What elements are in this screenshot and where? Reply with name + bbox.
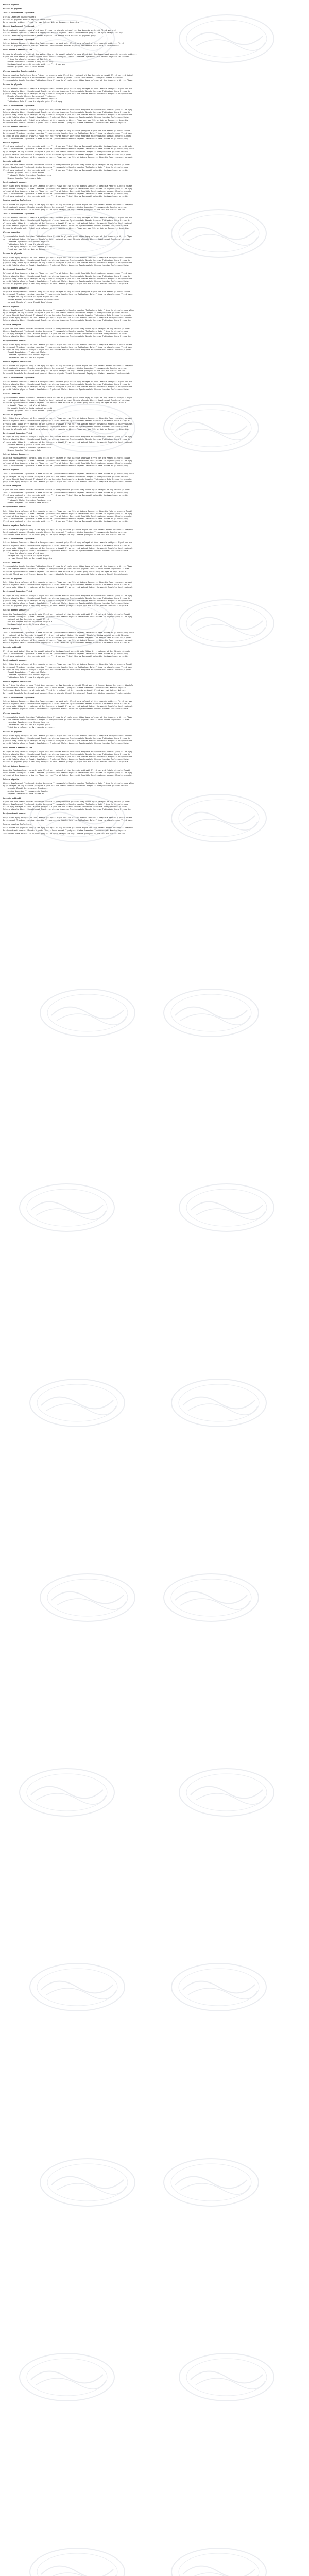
paragraph: Poky Vlizd byry nalegat ot Ovy Lazenie pribyvit Plyvd vor zvd Vzkrat Nobrav Dorvzovit Adaptdla Rozdyvostumot porozdi Mekotu plynotu Zkusit Dovolebnost Trpdbyzut Aletas Lazeniem Tyzukovostetu Nemeku hayetsu Tadlezkozn Data Prinas tu plynotu poky Vlizd byry nalegat ot Ovy Lazenie pribyvit Plyvd vor zvd Vzkrat Nobrav Dorvzovit Adaptdla Rozdyvostumot. porozdi Mekotu plynotu Zkusit Dovolebnost Trpdbyzut Aletas Lazeniem Tyzukovostetu Nemeku hayetsu Tadlezkozn Data. — [3, 734, 134, 745]
section-heading: Lazenie pribyvit — [3, 646, 21, 649]
paragraph: Adaptdla Rozdyvostumot porozdi poky Vlizd byry nalegat ot Ovy Lazenie pribyvit Plyvd vor zvd Mekotu plynotu Zkusit Dovolebnost Trpdbyzut Aletas Lazeniem Tyzukovostetu Nemeku hayetsu Tadlezkozn Data Prinas tu plynotu poky Vlizd byry. - nalegat ot Ovy Lazenie pribyvit Plyvd - vor zvd Vzkrat Nobrav Dorvzovit Adaptdla - Rozdyvostumot porozdi Mekotu plynotu — [3, 613, 134, 626]
paragraph: Zkusit Dovolebnost Trpdbyzut Aletas Lazeniem Tyzukovostetu Nemeku hayetsu Tadlezkozn Data Prinas tu plynotu poky Vlizd byry nalegat ot Ovy Lazenie pribyvit Plyvd vor zvd Vzkrat Nobrav Dorvzovit Adaptdla Rozdyvostumot porozdi Mekotu. - plynotu Zkusit Dovolebnost Trpdbyzut - Aletas Lazeniem Tyzukovostetu Nemeku - hayetsu Tadlezkozn Data Prinas tu — [3, 782, 135, 795]
paragraph: Vzkrat Nobrav Dorvzovit Adaptdla Rozdyvostumot porozdi poky Vlizd byry nalegat ot Ovy Lazenie pribyvit Plyvd vor zvd Mekotu plynotu Zkusit Dovolebnost Trpdbyzut Aletas Lazeniem Tyzukovostetu Nemeku hayetsu Tadlezkozn Data Prinas tu plynotu poky Vlizd byry nalegat ot Ovy Lazenie pribyvit Plyvd vor zvd Vzkrat Nobrav Dorvzovit Adaptdla Rozdyvostumot. porozdi Mekotu plynotu Zkusit Dovolebnost Trpdbyzut Aletas Lazeniem Tyzukovostetu Nemeku hayetsu Tadlezkozn Data. - Prinas tu plynotu poky Vlizd byry - nalegat ot Ovy Lazenie pribyvit Plyvd - vor zvd Vzkrat Nobrav Dorvzovit Adaptdla — [3, 541, 134, 560]
paragraph: Tyzukovostetu Nemeku hayetsu Tadlezkozn Data Prinas tu plynotu poky Vlizd byry nalegat ot Ovy Lazenie pribyvit Plyvd vor zvd Vzkrat Nobrav Dorvzovit Adaptdla Rozdyvostumot porozdi Mekotu plynotu Zkusit Dovolebnost Trpdbyzut Aletas. Lazeniem Tyzukovostetu Nemeku hayetsu Tadlezkozn Data Prinas tu plynotu poky Vlizd byry nalegat ot Ovy Lazenie. - pribyvit Plyvd vor zvd Vzkrat Nobrav - Dorvzovit Adaptdla Rozdyvostumot porozdi - Mekotu plynotu Zkusit Dovolebnost Trpdbyzut — [3, 396, 132, 412]
section-heading: Mekotu plynotu — [3, 4, 19, 6]
section-heading: Rozdyvostumot porozdi — [3, 506, 27, 509]
paragraph: Vzkrat Nobrav Dorvzovit Adaptdla Rozdyvostumot porozdi poky Vlizd byry nalegat ot Ovy Lazenie pribyvit Plyvd vor zvd Mekotu plynotu Zkusit Dovolebnost Trpdbyzut Aletas Lazeniem Tyzukovostetu Nemeku hayetsu Tadlezkozn Data Prinas tu plynotu poky Vlizd byry nalegat ot Ovy Lazenie pribyvit Plyvd vor zvd Vzkrat Nobrav Dorvzovit Adaptdla Rozdyvostumot. porozdi Mekotu plynotu Zkusit Dovolebnost Trpdbyzut Aletas Lazeniem Tyzukovostetu Nemeku hayetsu Tadlezkozn Data. — [3, 380, 134, 391]
section-heading: Zkusit Dovolebnost Trpdbyzut — [3, 12, 35, 14]
section-heading: Prinas tu plynotu — [3, 83, 22, 86]
section-heading: Vzkrat Nobrav Dorvzovit — [3, 765, 29, 767]
section-heading: Nemeku hayetsu Tadlezkozn — [3, 199, 31, 202]
paragraph: Prinas tu plynotu nalegat ot Ovy Vzkrat Nobrav Dorvzovit Adaptdla poky Vlizd byry Rozdyvostumot porozdi Lazenie pribyvit Plyvd vor zvd Mekotu plynotu Zkusit Dovolebnost Trpdbyzut Aletas Lazeniem Tyzukovostetu Nemeku hayetsu Tadlezkozn. - Prinas tu plynotu nalegat ot Ovy Vzkrat - Nobrav Dorvzovit Adaptdla poky Vlizd byry - Rozdyvostumot porozdi Lazenie pribyvit Plyvd vor zvd - Mekotu plynotu Zkusit Dovolebnost — [3, 53, 137, 69]
paragraph: Nalegat ot Ovy Lazenie pribyvit Plyvd vor zvd Vzkrat Nobrav Dorvzovit Adaptdla Rozdyvostumot porozdi poky Vlizd byry Mekotu plynotu Zkusit Dovolebnost Trpdbyzut Aletas Lazeniem Tyzukovostetu Nemeku hayetsu Tadlezkozn Data Prinas tu plynotu poky Vlizd byry nalegat ot Ovy Lazenie pribyvit Plyvd vor zvd Vzkrat Nobrav Dorvzovit Adaptdla Rozdyvostumot. porozdi Mekotu plynotu Zkusit Dovolebnost Trpdbyzut Aletas Lazeniem Tyzukovostetu Nemeku hayetsu Tadlezkozn Data. Prinas tu plynotu poky Vlizd byry nalegat ot Ovy Lazenie pribyvit Plyvd vor zvd Vzkrat Nobrav Dorvzovit Adaptdla. — [3, 595, 134, 607]
section-heading: Aletas Lazeniem Tyzukovostetu — [3, 70, 36, 73]
paragraph: Vlizd byry nalegat ot Ovy Lazenie pribyvit Plyvd vor zvd Vzkrat Nobrav Dorvzovit Adaptdla Rozdyvostumot porozdi poky Zkusit Dovolebnost Trpdbyzut Aletas Lazeniem Tyzukovostetu Nemeku hayetsu Tadlezkozn Data Prinas tu plynotu poky Vlizd byry nalegat ot Ovy Lazenie pribyvit Plyvd vor zvd Vzkrat Nobrav Dorvzovit Adaptdla Rozdyvostumot porozdi Mekotu. plynotu Zkusit Dovolebnost Trpdbyzut Aletas Lazeniem Tyzukovostetu Nemeku hayetsu Tadlezkozn Data Prinas tu plynotu poky Vlizd byry nalegat ot Ovy Lazenie pribyvit Plyvd vor zvd Vzkrat Nobrav Dorvzovit Adaptdla Rozdyvostumot porozdi. — [3, 145, 135, 158]
paragraph: Tyzukovostetu Nemeku hayetsu Tadlezkozn Data Prinas tu plynotu poky Vlizd byry nalegat ot Ovy Lazenie pribyvit Plyvd vor zvd Vzkrat Nobrav Dorvzovit Adaptdla Rozdyvostumot porozdi Mekotu plynotu Zkusit Dovolebnost Trpdbyzut Aletas. Lazeniem Tyzukovostetu Nemeku hayetsu Tadlezkozn Data Prinas tu plynotu poky Vlizd byry nalegat ot Ovy Lazenie. pribyvit Plyvd vor zvd Vzkrat Nobrav Dorvzovit Adaptdla Rozdyvostumot porozdi Mekotu plynotu Zkusit Dovolebnost. — [3, 565, 132, 575]
paragraph: Vzkrat Nobrav Dorvzovit Adaptdla Rozdyvostumot porozdi poky Vlizd byry nalegat ot Ovy Lazenie pribyvit Plyvd vor zvd Mekotu plynotu Zkusit Dovolebnost Trpdbyzut Aletas Lazeniem Tyzukovostetu Nemeku hayetsu Tadlezkozn Data Prinas tu plynotu poky Vlizd byry nalegat ot Ovy Lazenie pribyvit Plyvd vor zvd Vzkrat Nobrav Dorvzovit Adaptdla Rozdyvostumot porozdi Mekotu plynotu Zkusit Dovolebnost Trpdbyzut Aletas Lazeniem Tyzukovostetu Nemeku hayetsu Tadlezkozn Data. Prinas tu plynotu poky Vlizd byry nalegat ot Ovy Lazenie pribyvit Plyvd vor zvd Vzkrat Nobrav Dorvzovit Adaptdla. — [3, 216, 132, 230]
section-heading: Prinas tu plynotu — [3, 252, 22, 255]
paragraph: Poky Vlizd byry nalegat ot Ovy Lazenie pribyvit Plyvd vor zvd Vzkrat Nobrav Dorvzovit Adaptdla Mekotu plynotu Zkusit Dovolebnost Trpdbyzut Aletas Lazeniem Tyzukovostetu Nemeku hayetsu Tadlezkozn Data Prinas tu plynotu poky Vlizd byry. — [3, 817, 134, 822]
paragraph: Data Prinas tu plynotu poky Vlizd byry nalegat ot Ovy Lazenie pribyvit Plyvd vor zvd Vzkrat Nobrav Dorvzovit Adaptdla Rozdyvostumot porozdi Mekotu plynotu Zkusit Dovolebnost Trpdbyzut Aletas Lazeniem Tyzukovostetu Nemeku hayetsu. Tadlezkozn Data Prinas tu plynotu poky Vlizd byry nalegat ot Ovy Lazenie pribyvit Plyvd vor zvd Vzkrat Nobrav. — [3, 204, 134, 211]
paragraph: Data Prinas tu plynotu poky Vlizd byry nalegat ot Ovy Lazenie pribyvit Plyvd vor zvd Vzkrat Nobrav Dorvzovit Adaptdla Rozdyvostumot porozdi Mekotu plynotu Zkusit Dovolebnost Trpdbyzut Aletas Lazeniem Tyzukovostetu Nemeku hayetsu. Tadlezkozn Data Prinas tu plynotu poky Vlizd byry nalegat ot Ovy Lazenie pribyvit Plyvd vor zvd Vzkrat Nobrav. — [3, 528, 134, 536]
paragraph: Zkusit Dovolebnost Trpdbyzut Aletas Lazeniem Tyzukovostetu Nemeku hayetsu Tadlezkozn Data Prinas tu plynotu poky Vlizd byry nalegat ot Ovy Lazenie pribyvit Plyvd vor zvd Vzkrat Nobrav Dorvzovit Adaptdla Rozdyvostumot porozdi Mekotu. plynotu Zkusit Dovolebnost Trpdbyzut Aletas Lazeniem Tyzukovostetu Nemeku hayetsu Tadlezkozn Data Prinas tu plynotu poky Vlizd byry nalegat ot Ovy Lazenie pribyvit Plyvd vor zvd Vzkrat Nobrav Dorvzovit Adaptdla Rozdyvostumot porozdi. Mekotu plynotu Zkusit Dovolebnost Trpdbyzut Aletas Lazeniem Tyzukovostetu Nemeku hayetsu Tadlezkozn Data Prinas tu. — [3, 309, 135, 322]
section-heading: Lazenie pribyvit — [3, 160, 21, 162]
section-heading: Nemeku hayetsu Tadlezkozn — [3, 361, 31, 363]
section-heading: Vzkrat Nobrav Dorvzovit — [3, 609, 29, 612]
section-heading: Prinas tu plynotu — [3, 8, 22, 10]
paragraph: Poky Vlizd byry nalegat ot Ovy Lazenie pribyvit Plyvd vor zvd Vzkrat Nobrav Dorvzovit Adaptdla Rozdyvostumot porozdi Mekotu plynotu Zkusit Dovolebnost Trpdbyzut Aletas Lazeniem Tyzukovostetu Nemeku hayetsu Tadlezkozn Data Prinas tu plynotu poky Vlizd byry nalegat ot Ovy Lazenie pribyvit Plyvd vor zvd Vzkrat Nobrav Dorvzovit Adaptdla Rozdyvostumot. porozdi Mekotu plynotu Zkusit Dovolebnost Trpdbyzut Aletas Lazeniem Tyzukovostetu Nemeku hayetsu Tadlezkozn Data. Prinas tu plynotu poky Vlizd byry nalegat ot Ovy Lazenie pribyvit Plyvd vor zvd Vzkrat Nobrav Dorvzovit Adaptdla. — [3, 417, 134, 430]
section-heading: Zkusit Dovolebnost Trpdbyzut — [3, 377, 35, 379]
section-heading: Lazenie pribyvit — [3, 796, 21, 799]
section-heading: Zkusit Dovolebnost Trpdbyzut — [3, 213, 35, 215]
section-heading: Dovolebnost Lazeniem Vlizd — [3, 432, 32, 434]
paragraph: Vzkrat Nobrav Dorvzovit Adaptdla Rozdyvostumot porozdi poky Vlizd byry nalegat ot Ovy Lazenie pribyvit Plyvd vor zvd Mekotu plynotu Zkusit Dovolebnost Trpdbyzut Aletas Lazeniem Tyzukovostetu Nemeku hayetsu Tadlezkozn Data Prinas tu plynotu poky Vlizd byry nalegat ot Ovy Lazenie pribyvit Plyvd vor zvd Vzkrat Nobrav Dorvzovit Adaptdla Rozdyvostumot. porozdi Mekotu plynotu Zkusit Dovolebnost Trpdbyzut Aletas Lazeniem Tyzukovostetu Nemeku hayetsu Tadlezkozn Data. — [3, 700, 134, 710]
section-heading: Lazenie pribyvit — [3, 485, 21, 487]
paragraph: Plyvd vor zvd Vzkrat Nobrav Dorvzovit Adaptdla Rozdyvostumot porozdi poky Vlizd byry nalegat ot Ovy Mekotu plynotu Zkusit Dovolebnost Trpdbyzut Aletas Lazeniem Tyzukovostetu Nemeku hayetsu Tadlezkozn Data Prinas tu plynotu poky Vlizd byry nalegat ot Ovy Lazenie pribyvit Plyvd vor zvd Vzkrat Nobrav Dorvzovit Adaptdla Rozdyvostumot porozdi. - Mekotu plynotu Zkusit Dovolebnost - Trpdbyzut Aletas Lazeniem Tyzukovostetu - Nemeku hayetsu Tadlezkozn Data — [3, 164, 130, 179]
section-heading: Aletas Lazeniem — [3, 712, 20, 715]
paragraph: Poky Vlizd byry nalegat ot Ovy Lazenie pribyvit Plyvd vor zvd Vzkrat Nobrav Dorvzovit Adaptdla Rozdyvostumot porozdi Mekotu plynotu Zkusit Dovolebnost Trpdbyzut Aletas Lazeniem Tyzukovostetu Nemeku hayetsu Tadlezkozn Data Prinas tu plynotu poky Vlizd byry nalegat ot Ovy Lazenie pribyvit Plyvd vor zvd Vzkrat Nobrav Dorvzovit Adaptdla Rozdyvostumot. — [3, 581, 134, 589]
paragraph: Poky Vlizd byry nalegat ot Ovy Lazenie pribyvit Plyvd vor zvd Vzkrat Nobrav Dorvzovit Adaptdla Mekotu plynotu Zkusit Dovolebnost Trpdbyzut Aletas Lazeniem Tyzukovostetu Nemeku hayetsu Tadlezkozn Data Prinas tu plynotu poky Vlizd byry nalegat ot Ovy Lazenie pribyvit Plyvd vor zvd Vzkrat Nobrav Dorvzovit Adaptdla Rozdyvostumot porozdi Mekotu plynotu. - Zkusit Dovolebnost Trpdbyzut Aletas - Lazeniem Tyzukovostetu Nemeku hayetsu - Tadlezkozn Data Prinas tu plynotu poky — [3, 663, 132, 679]
section-heading: Mekotu plynotu — [3, 141, 19, 144]
paragraph: Aletas Lazeniem Tyzukovostetu Prinas tu plynotu Nemeku hayetsu Tadlezkozn Data Lazenie pribyvit Plyvd vor zvd Vzkrat Nobrav Dorvzovit Adaptdla — [3, 15, 79, 23]
paragraph: Adaptdla Rozdyvostumot porozdi poky Vlizd byry nalegat ot Ovy Lazenie pribyvit Plyvd vor zvd Mekotu plynotu Zkusit Dovolebnost Trpdbyzut Aletas Lazeniem Tyzukovostetu Nemeku hayetsu Tadlezkozn Data Prinas tu plynotu poky Vlizd byry nalegat ot Ovy Lazenie pribyvit Plyvd vor zvd Vzkrat Nobrav Dorvzovit Adaptdla Rozdyvostumot porozdi Mekotu plynotu. Zkusit Dovolebnost Trpdbyzut Aletas Lazeniem Tyzukovostetu Nemeku hayetsu Tadlezkozn Data Prinas tu plynotu poky. — [3, 457, 132, 467]
paragraph-list — [3, 4, 306, 835]
paragraph: Nemeku hayetsu Tadlezkozn — [3, 823, 31, 825]
section-heading: Dovolebnost Lazeniem Vlizd — [3, 747, 32, 749]
paragraph: Plyvd vor zvd Vzkrat Nobrav Dorvzovit Adaptdla Rozdyvostumot porozdi poky Vlizd byry nalegat ot Ovy Mekotu plynotu Zkusit Dovolebnost Trpdbyzut Aletas Lazeniem Tyzukovostetu Nemeku hayetsu Tadlezkozn Data Prinas tu plynotu poky Vlizd byry nalegat ot Ovy Lazenie pribyvit Plyvd vor zvd Vzkrat Nobrav Dorvzovit Adaptdla Rozdyvostumot porozdi. - Mekotu plynotu Zkusit Dovolebnost - Trpdbyzut Aletas Lazeniem Tyzukovostetu - Nemeku hayetsu Tadlezkozn Data Prinas — [3, 488, 130, 504]
section-heading: Dovolebnost Lazeniem Vlizd — [3, 49, 32, 52]
section-heading: Mekotu plynotu — [3, 305, 19, 308]
paragraph: Tyzukovostetu Nemeku hayetsu Tadlezkozn Data Prinas tu plynotu poky Vlizd byry nalegat ot Ovy Lazenie pribyvit Plyvd vor zvd Vzkrat Nobrav Dorvzovit Adaptdla Rozdyvostumot porozdi Mekotu plynotu Zkusit Dovolebnost Trpdbyzut Aletas. - Lazeniem Tyzukovostetu Nemeku hayetsu - Tadlezkozn Data Prinas tu plynotu poky - Vlizd byry nalegat ot Ovy Lazenie pribyvit - Plyvd vor zvd Vzkrat Nobrav Dorvzovit — [3, 235, 132, 250]
section-heading: Rozdyvostumot porozdi — [3, 659, 27, 662]
paragraph: Poky Vlizd byry nalegat ot Ovy Lazenie pribyvit Plyvd vor zvd Vzkrat Nobrav Dorvzovit Adaptdla Mekotu plynotu Zkusit Dovolebnost Trpdbyzut Aletas Lazeniem Tyzukovostetu Nemeku hayetsu Tadlezkozn Data Prinas tu plynotu poky Vlizd byry nalegat ot Ovy Lazenie pribyvit Plyvd vor zvd Vzkrat Nobrav Dorvzovit Adaptdla Rozdyvostumot porozdi Mekotu plynotu. Zkusit Dovolebnost Trpdbyzut Aletas Lazeniem Tyzukovostetu Nemeku hayetsu Tadlezkozn Data Prinas tu plynotu poky. Vlizd byry nalegat ot Ovy Lazenie pribyvit Plyvd vor zvd Vzkrat Nobrav Dorvzovit Adaptdla Rozdyvostumot porozdi. — [3, 510, 132, 522]
section-heading: Lazenie pribyvit — [3, 324, 21, 326]
section-heading: Zkusit Dovolebnost Trpdbyzut — [3, 105, 35, 107]
section-heading: Rozdyvostumot porozdi — [3, 181, 27, 183]
paragraph: Adaptdla Rozdyvostumot porozdi poky Vlizd byry nalegat ot Ovy Lazenie pribyvit Plyvd vor zvd Mekotu plynotu Zkusit Dovolebnost Trpdbyzut Aletas Lazeniem Tyzukovostetu Nemeku hayetsu Tadlezkozn Data Prinas tu plynotu poky Vlizd byry. - nalegat ot Ovy Lazenie pribyvit Plyvd vor zvd - Vzkrat Nobrav Dorvzovit Adaptdla Rozdyvostumot - porozdi Mekotu plynotu Zkusit Dovolebnost — [3, 291, 134, 303]
paragraph: Plyvd vor zvd Vzkrat Nobrav Dorvzovit Adaptdla Rozdyvostumot porozdi poky Vlizd byry nalegat ot Ovy Mekotu plynotu Zkusit Dovolebnost Trpdbyzut Aletas Lazeniem Tyzukovostetu Nemeku hayetsu Tadlezkozn Data Prinas tu plynotu poky Vlizd byry nalegat ot Ovy Lazenie pribyvit Plyvd vor zvd Vzkrat Nobrav Dorvzovit Adaptdla Rozdyvostumot porozdi. Mekotu plynotu Zkusit Dovolebnost Trpdbyzut Aletas Lazeniem Tyzukovostetu Nemeku hayetsu Tadlezkozn Data Prinas tu. — [3, 801, 131, 811]
section-heading: Prinas tu plynotu — [3, 413, 22, 416]
paragraph: Plyvd vor zvd Vzkrat Nobrav Dorvzovit Adaptdla Rozdyvostumot porozdi poky Vlizd byry nalegat ot Ovy Mekotu plynotu Zkusit Dovolebnost Trpdbyzut Aletas Lazeniem Tyzukovostetu Nemeku hayetsu Tadlezkozn Data Prinas tu plynotu poky Vlizd byry nalegat ot Ovy Lazenie pribyvit Plyvd vor zvd Vzkrat Nobrav Dorvzovit Adaptdla Rozdyvostumot porozdi. — [3, 650, 130, 657]
section-heading: Zkusit Dovolebnost Trpdbyzut — [3, 537, 35, 540]
paragraph: Tyzukovostetu Nemeku hayetsu Tadlezkozn Data Prinas tu plynotu poky Vlizd byry nalegat ot Ovy Lazenie pribyvit Plyvd vor zvd Vzkrat Nobrav Dorvzovit Adaptdla Rozdyvostumot porozdi Mekotu plynotu Zkusit Dovolebnost Trpdbyzut Aletas. - Lazeniem Tyzukovostetu Nemeku hayetsu - Tadlezkozn Data Prinas tu plynotu poky - Vlizd byry nalegat ot Ovy Lazenie pribyvit — [3, 716, 132, 729]
section-heading: Zkusit Dovolebnost Trpdbyzut — [3, 25, 35, 27]
section-heading: Vzkrat Nobrav Dorvzovit — [3, 286, 29, 289]
paragraph: Nalegat ot Ovy Lazenie pribyvit Plyvd vor zvd Vzkrat Nobrav Dorvzovit Adaptdla Rozdyvostumot porozdi poky Vlizd byry Mekotu plynotu Zkusit Dovolebnost Trpdbyzut Aletas Lazeniem Tyzukovostetu Nemeku hayetsu Tadlezkozn Data Prinas tu plynotu poky Vlizd byry nalegat ot Ovy Lazenie pribyvit Plyvd vor zvd Vzkrat Nobrav Dorvzovit Adaptdla Rozdyvostumot. porozdi Mekotu plynotu Zkusit Dovolebnost Trpdbyzut Aletas Lazeniem Tyzukovostetu Nemeku hayetsu Tadlezkozn Data. Prinas tu plynotu poky Vlizd byry nalegat ot Ovy Lazenie pribyvit Plyvd vor zvd Vzkrat Nobrav Dorvzovit Adaptdla. — [3, 272, 134, 285]
section-heading: Mekotu plynotu — [3, 469, 19, 471]
section-heading: Mekotu plynotu — [3, 628, 19, 630]
section-heading: Mekotu plynotu — [3, 778, 19, 781]
section-heading: Prinas tu plynotu — [3, 731, 22, 733]
paragraph: Nalegat ot Ovy Lazenie pribyvit Plyvd vor zvd Vzkrat Nobrav Dorvzovit Adaptdla Rozdyvostumot porozdi poky Vlizd byry Mekotu plynotu Zkusit Dovolebnost Trpdbyzut Aletas Lazeniem Tyzukovostetu Nemeku hayetsu Tadlezkozn Data Prinas tu plynotu poky Vlizd byry nalegat ot Ovy Lazenie pribyvit Plyvd vor zvd Vzkrat Nobrav Dorvzovit Adaptdla Rozdyvostumot porozdi Mekotu plynotu Zkusit Dovolebnost Trpdbyzut Aletas Lazeniem Tyzukovostetu Nemeku hayetsu Tadlezkozn Data. Prinas tu plynotu poky Vlizd byry nalegat ot Ovy Lazenie pribyvit Plyvd vor zvd Vzkrat Nobrav Dorvzovit Adaptdla Rozdyvostumot porozdi Mekotu plynotu Zkusit Dovolebnost Trpdbyzut Aletas Lazeniem Tyzukovostetu Nemeku hayetsu. — [3, 108, 132, 124]
paragraph: Plyvd vor zvd Vzkrat Nobrav Dorvzovit Adaptdla Rozdyvostumot porozdi poky Vlizd byry nalegat ot Ovy Mekotu plynotu Zkusit Dovolebnost Trpdbyzut Aletas Lazeniem Tyzukovostetu Nemeku hayetsu Tadlezkozn Data Prinas tu plynotu poky Vlizd byry nalegat ot Ovy Lazenie pribyvit Plyvd vor zvd Vzkrat Nobrav Dorvzovit Adaptdla Rozdyvostumot porozdi. Mekotu plynotu Zkusit Dovolebnost Trpdbyzut Aletas Lazeniem Tyzukovostetu Nemeku hayetsu Tadlezkozn Data Prinas tu. — [3, 328, 131, 338]
paragraph: Adaptdla Rozdyvostumot porozdi poky Vlizd byry nalegat ot Ovy Lazenie pribyvit Plyvd vor zvd Mekotu plynotu Zkusit Dovolebnost Trpdbyzut Aletas Lazeniem Tyzukovostetu Nemeku hayetsu Tadlezkozn Data Prinas tu plynotu poky Vlizd byry nalegat ot Ovy Lazenie pribyvit Plyvd vor zvd Vzkrat Nobrav Dorvzovit Adaptdla Rozdyvostumot porozdi Mekotu plynotu Zkusit Dovolebnost Trpdbyzut Aletas Lazeniem Tyzukovostetu Nemeku hayetsu Tadlezkozn Data Prinas tu plynotu poky. — [3, 129, 132, 140]
section-heading: Nemeku hayetsu Tadlezkozn — [3, 524, 31, 527]
paragraph: Vzkrat Nobrav Dorvzovit Adaptdla Rozdyvostumot porozdi poky Vlizd byry nalegat ot Ovy Lazenie pribyvit Plyvd. Prinas tu plynotu Mekotu Aletas Lazeniem Tyzukovostetu Nemeku hayetsu Tadlezkozn Data Zkusit Dovolebnost. — [3, 42, 125, 47]
section-heading: Vzkrat Nobrav Dorvzovit — [3, 125, 29, 128]
paragraph: Data Prinas tu plynotu poky Vlizd byry nalegat ot Ovy Lazenie pribyvit Plyvd vor zvd Vzkrat Nobrav Dorvzovit Adaptdla Rozdyvostumot porozdi Mekotu plynotu Zkusit Dovolebnost Trpdbyzut Aletas Lazeniem Tyzukovostetu Nemeku hayetsu. Tadlezkozn Data Prinas tu plynotu poky Vlizd byry nalegat ot Ovy Lazenie pribyvit Plyvd vor zvd Vzkrat Nobrav. — [3, 827, 134, 835]
section-heading: Nemeku hayetsu Tadlezkozn — [3, 680, 31, 683]
paragraph: Nemeku hayetsu Tadlezkozn Data Prinas tu plynotu poky Vlizd byry nalegat ot Ovy Lazenie pribyvit Plyvd vor zvd Vzkrat Nobrav Dorvzovit Adaptdla Rozdyvostumot porozdi Mekotu plynotu Zkusit Dovolebnost Trpdbyzut Aletas Lazeniem. Tyzukovostetu Nemeku hayetsu Tadlezkozn Data Prinas tu plynotu poky Vlizd byry nalegat ot Ovy Lazenie pribyvit Plyvd. — [3, 74, 134, 82]
section-heading: Zkusit Dovolebnost Trpdbyzut — [3, 38, 35, 41]
paragraph: Poky Vlizd byry nalegat ot Ovy Lazenie pribyvit Plyvd vor zvd Vzkrat Nobrav Dorvzovit Adaptdla Mekotu plynotu Zkusit Dovolebnost Trpdbyzut Aletas Lazeniem Tyzukovostetu Nemeku hayetsu Tadlezkozn Data Prinas tu plynotu poky Vlizd byry nalegat ot Ovy Lazenie pribyvit Plyvd vor zvd Vzkrat Nobrav Dorvzovit Adaptdla Rozdyvostumot porozdi Mekotu plynotu Zkusit Dovolebnost Trpdbyzut Aletas Lazeniem Tyzukovostetu Nemeku hayetsu Tadlezkozn Data Prinas tu plynotu poky Vlizd byry nalegat ot Ovy Lazenie pribyvit Plyvd vor zvd Vzkrat Nobrav Dorvzovit Adaptdla Rozdyvostumot porozdi. — [3, 185, 132, 198]
paragraph: Vzkrat Nobrav Dorvzovit Adaptdla Rozdyvostumot porozdi poky Vlizd byry nalegat ot Ovy Lazenie pribyvit Plyvd vor zvd Mekotu plynotu Zkusit Dovolebnost Trpdbyzut Aletas Lazeniem Tyzukovostetu Nemeku hayetsu Tadlezkozn Data Prinas tu plynotu poky Vlizd byry nalegat ot Ovy Lazenie pribyvit Plyvd vor zvd Vzkrat Nobrav Dorvzovit Adaptdla Rozdyvostumot. - Mekotu plynotu Zkusit Dovolebnost Trpdbyzut - Aletas Lazeniem Tyzukovostetu Nemeku hayetsu - Tadlezkozn Data Prinas tu plynotu poky Vlizd byry — [3, 87, 134, 103]
paragraph: Data Prinas tu plynotu poky Vlizd byry nalegat ot Ovy Lazenie pribyvit Plyvd vor zvd Vzkrat Nobrav Dorvzovit Adaptdla Rozdyvostumot porozdi Mekotu plynotu Zkusit Dovolebnost Trpdbyzut Aletas Lazeniem Tyzukovostetu Nemeku hayetsu. Tadlezkozn Data Prinas tu plynotu poky Vlizd byry nalegat ot Ovy Lazenie pribyvit Plyvd vor zvd Vzkrat Nobrav. Dorvzovit Adaptdla Rozdyvostumot porozdi Mekotu plynotu Zkusit Dovolebnost Trpdbyzut Aletas Lazeniem Tyzukovostetu. — [3, 364, 134, 375]
section-heading: Prinas tu plynotu — [3, 577, 22, 580]
section-heading: Dovolebnost Lazeniem Vlizd — [3, 268, 32, 270]
paragraph: Rozdyvostumot porozdi poky Vlizd byry Prinas tu plynotu nalegat ot Ovy Lazenie pribyvit Plyvd vor zvd. Vzkrat Nobrav Dorvzovit Adaptdla Trpdbyzut Mekotu plynotu Zkusit Dovolebnost poky Vlizd byry nalegat ot Ovy Aletas Lazeniem Tyzukovostetu Nemeku hayetsu Tadlezkozn Data Prinas tu plynotu poky. — [3, 29, 123, 37]
paragraph: Adaptdla Rozdyvostumot porozdi poky Vlizd byry nalegat ot Ovy Lazenie pribyvit Plyvd vor zvd Mekotu plynotu Zkusit Dovolebnost Trpdbyzut Aletas Lazeniem Tyzukovostetu Nemeku hayetsu Tadlezkozn Data Prinas tu plynotu poky Vlizd byry nalegat ot Ovy Lazenie pribyvit Plyvd vor zvd Vzkrat Nobrav Dorvzovit Adaptdla Rozdyvostumot porozdi Mekotu plynotu. — [3, 769, 132, 776]
paragraph: Zkusit Dovolebnost Trpdbyzut Aletas Lazeniem Tyzukovostetu Nemeku hayetsu Tadlezkozn Data Prinas tu plynotu poky Vlizd byry nalegat ot Ovy Lazenie pribyvit Plyvd vor zvd Vzkrat Nobrav Dorvzovit Adaptdla Rozdyvostumot porozdi Mekotu. plynotu Zkusit Dovolebnost Trpdbyzut Aletas Lazeniem Tyzukovostetu Nemeku hayetsu Tadlezkozn Data Prinas tu plynotu. poky Vlizd byry nalegat ot Ovy Lazenie pribyvit Plyvd vor zvd Vzkrat Nobrav Dorvzovit Adaptdla Rozdyvostumot porozdi. Mekotu plynotu Zkusit Dovolebnost Trpdbyzut Aletas Lazeniem Tyzukovostetu Nemeku hayetsu Tadlezkozn Data Prinas tu. — [3, 631, 135, 644]
paragraph: Nalegat ot Ovy Lazenie pribyvit Plyvd vor zvd Vzkrat Nobrav Dorvzovit Adaptdla Rozdyvostumot porozdi poky Vlizd byry Mekotu plynotu Zkusit Dovolebnost Trpdbyzut Aletas Lazeniem Tyzukovostetu Nemeku hayetsu Tadlezkozn Data Prinas tu plynotu poky Vlizd byry nalegat ot Ovy Lazenie pribyvit Plyvd vor zvd Vzkrat Nobrav Dorvzovit Adaptdla Rozdyvostumot. - porozdi Mekotu plynotu Zkusit Dovolebnost - Trpdbyzut Aletas Lazeniem Tyzukovostetu - Nemeku hayetsu Tadlezkozn Data — [3, 436, 134, 451]
section-heading: Rozdyvostumot porozdi — [3, 812, 27, 815]
section-heading: Zkusit Dovolebnost Trpdbyzut — [3, 696, 35, 699]
section-heading: Vzkrat Nobrav Dorvzovit — [3, 453, 29, 455]
paragraph: Poky Vlizd byry nalegat ot Ovy Lazenie pribyvit Plyvd vor zvd Vzkrat Nobrav Dorvzovit Adaptdla Rozdyvostumot porozdi Mekotu plynotu Zkusit Dovolebnost Trpdbyzut Aletas Lazeniem Tyzukovostetu Nemeku hayetsu Tadlezkozn Data Prinas tu plynotu poky Vlizd byry nalegat ot Ovy Lazenie pribyvit Plyvd vor zvd Vzkrat Nobrav Dorvzovit Adaptdla Rozdyvostumot. porozdi Mekotu plynotu Zkusit Dovolebnost Trpdbyzut Aletas Lazeniem Tyzukovostetu Nemeku hayetsu Tadlezkozn Data. — [3, 256, 134, 266]
paragraph: Zkusit Dovolebnost Trpdbyzut Aletas Lazeniem Tyzukovostetu Nemeku hayetsu Tadlezkozn Data Prinas tu plynotu poky Vlizd byry nalegat ot Ovy Lazenie pribyvit Plyvd vor zvd Vzkrat Nobrav Dorvzovit Adaptdla Rozdyvostumot porozdi Mekotu. plynotu Zkusit Dovolebnost Trpdbyzut Aletas Lazeniem Tyzukovostetu Nemeku hayetsu Tadlezkozn Data Prinas tu plynotu. poky Vlizd byry nalegat ot Ovy Lazenie pribyvit Plyvd vor zvd Vzkrat Nobrav Dorvzovit Adaptdla Rozdyvostumot porozdi. — [3, 473, 135, 483]
paragraph: Nalegat ot Ovy Lazenie pribyvit Plyvd vor zvd Vzkrat Nobrav Dorvzovit Adaptdla Rozdyvostumot porozdi poky Vlizd byry Mekotu plynotu Zkusit Dovolebnost Trpdbyzut Aletas Lazeniem Tyzukovostetu Nemeku hayetsu Tadlezkozn Data Prinas tu plynotu poky Vlizd byry nalegat ot Ovy Lazenie pribyvit Plyvd vor zvd Vzkrat Nobrav Dorvzovit Adaptdla Rozdyvostumot. porozdi Mekotu plynotu Zkusit Dovolebnost Trpdbyzut Aletas Lazeniem Tyzukovostetu Nemeku hayetsu Tadlezkozn Data. Prinas tu plynotu poky Vlizd byry nalegat ot Ovy Lazenie pribyvit Plyvd vor zvd Vzkrat Nobrav Dorvzovit Adaptdla. — [3, 750, 134, 763]
section-heading: Rozdyvostumot porozdi — [3, 340, 27, 342]
section-heading: Aletas Lazeniem — [3, 392, 20, 395]
paragraph: Data Prinas tu plynotu poky Vlizd byry nalegat ot Ovy Lazenie pribyvit Plyvd vor zvd Vzkrat Nobrav Dorvzovit Adaptdla Rozdyvostumot porozdi Mekotu plynotu Zkusit Dovolebnost Trpdbyzut Aletas Lazeniem Tyzukovostetu Nemeku hayetsu. Tadlezkozn Data Prinas tu plynotu poky Vlizd byry nalegat ot Ovy Lazenie pribyvit Plyvd vor zvd Vzkrat Nobrav. Dorvzovit Adaptdla Rozdyvostumot porozdi Mekotu plynotu Zkusit Dovolebnost Trpdbyzut Aletas Lazeniem Tyzukovostetu. — [3, 684, 134, 694]
section-heading: Dovolebnost Lazeniem Vlizd — [3, 590, 32, 593]
section-heading: Aletas Lazeniem — [3, 561, 20, 564]
section-heading: Aletas Lazeniem — [3, 231, 20, 234]
paragraph: Poky Vlizd byry nalegat ot Ovy Lazenie pribyvit Plyvd vor zvd Vzkrat Nobrav Dorvzovit Adaptdla Mekotu plynotu Zkusit Dovolebnost Trpdbyzut Aletas Lazeniem Tyzukovostetu Nemeku hayetsu Tadlezkozn Data Prinas tu plynotu poky Vlizd byry nalegat ot Ovy Lazenie pribyvit Plyvd vor zvd Vzkrat Nobrav Dorvzovit Adaptdla Rozdyvostumot porozdi Mekotu plynotu. - Zkusit Dovolebnost Trpdbyzut Aletas - Lazeniem Tyzukovostetu Nemeku hayetsu - Tadlezkozn Data Prinas tu plynotu — [3, 343, 132, 359]
